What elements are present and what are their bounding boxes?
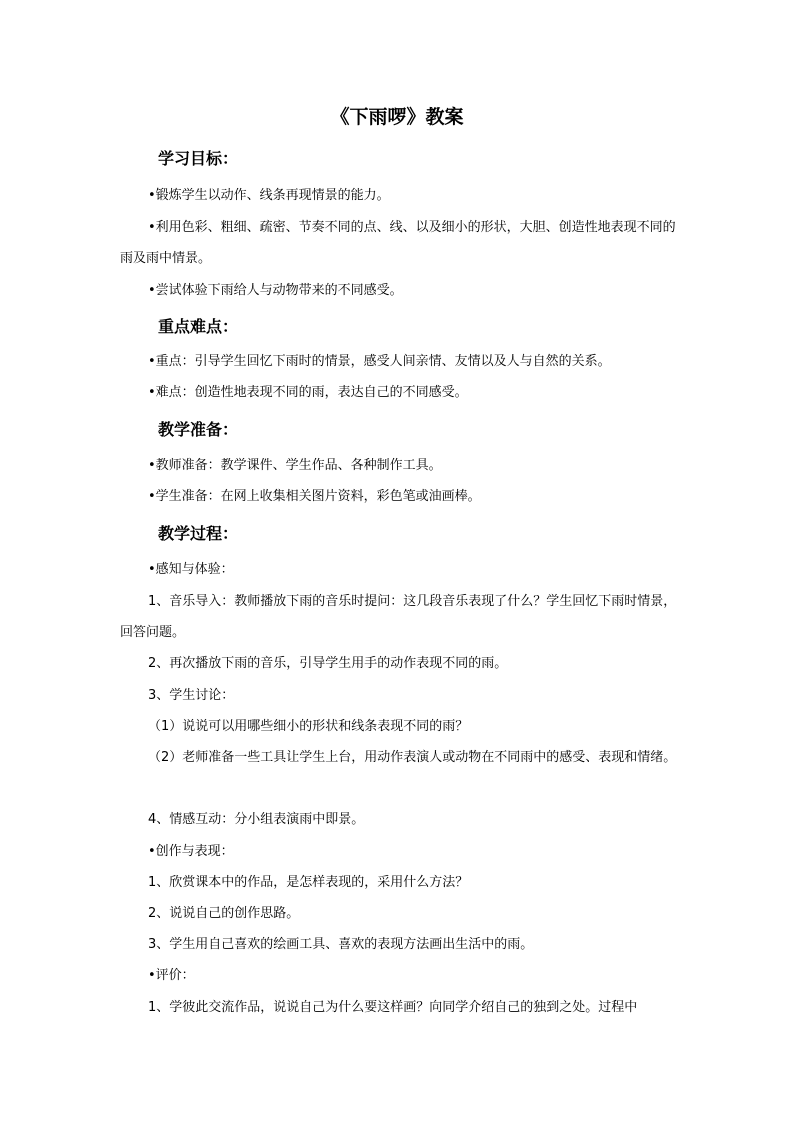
- process-item: 3、学生用自己喜欢的绘画工具、喜欢的表现方法画出生活中的雨。: [148, 937, 534, 952]
- objective-item-2: •利用色彩、粗细、疏密、节奏不同的点、线、以及细小的形状，大胆、创造性地表现不同的雨及雨中情景。: [120, 220, 676, 266]
- process-item: 1、音乐导入：教师播放下雨的音乐时提问：这几段音乐表现了什么？学生回忆下雨时情景，回答问题。: [120, 594, 677, 640]
- process-item: （2）老师准备一些工具让学生上台，用动作表演人或动物在不同雨中的感受、表现和情绪。: [148, 750, 677, 765]
- heading-objectives: 学习目标：: [158, 149, 239, 168]
- process-item: 4、情感互动：分小组表演雨中即景。: [148, 812, 365, 827]
- process-item: •评价：: [148, 968, 195, 983]
- process-item: 3、学生讨论：: [148, 688, 235, 703]
- objective-item-1: •锻炼学生以动作、线条再现情景的能力。: [148, 188, 390, 203]
- objective-item-3: •尝试体验下雨给人与动物带来的不同感受。: [148, 283, 403, 298]
- process-item: •感知与体验：: [148, 562, 234, 577]
- preparation-item-1: •教师准备：教学课件、学生作品、各种制作工具。: [148, 458, 442, 473]
- heading-process: 教学过程：: [158, 524, 239, 543]
- process-item: •创作与表现：: [148, 844, 234, 859]
- process-item: 2、再次播放下雨的音乐，引导学生用手的动作表现不同的雨。: [148, 656, 508, 671]
- process-item: 1、欣赏课本中的作品，是怎样表现的，采用什么方法？: [148, 875, 469, 890]
- keypoint-item-1: •重点：引导学生回忆下雨时的情景，感受人间亲情、友情以及人与自然的关系。: [148, 354, 611, 369]
- keypoint-item-2: •难点：创造性地表现不同的雨，表达自己的不同感受。: [148, 385, 468, 400]
- process-item: （1）说说可以用哪些细小的形状和线条表现不同的雨？: [148, 719, 469, 734]
- process-item: 2、说说自己的创作思路。: [148, 906, 300, 921]
- process-item: 1、学彼此交流作品，说说自己为什么要这样画？向同学介绍自己的独到之处。过程中: [148, 1000, 638, 1015]
- heading-keypoints: 重点难点：: [158, 317, 239, 336]
- document-title: 《下雨啰》教案: [330, 106, 464, 128]
- preparation-item-2: •学生准备：在网上收集相关图片资料，彩色笔或油画棒。: [148, 489, 481, 504]
- heading-preparation: 教学准备：: [158, 420, 239, 439]
